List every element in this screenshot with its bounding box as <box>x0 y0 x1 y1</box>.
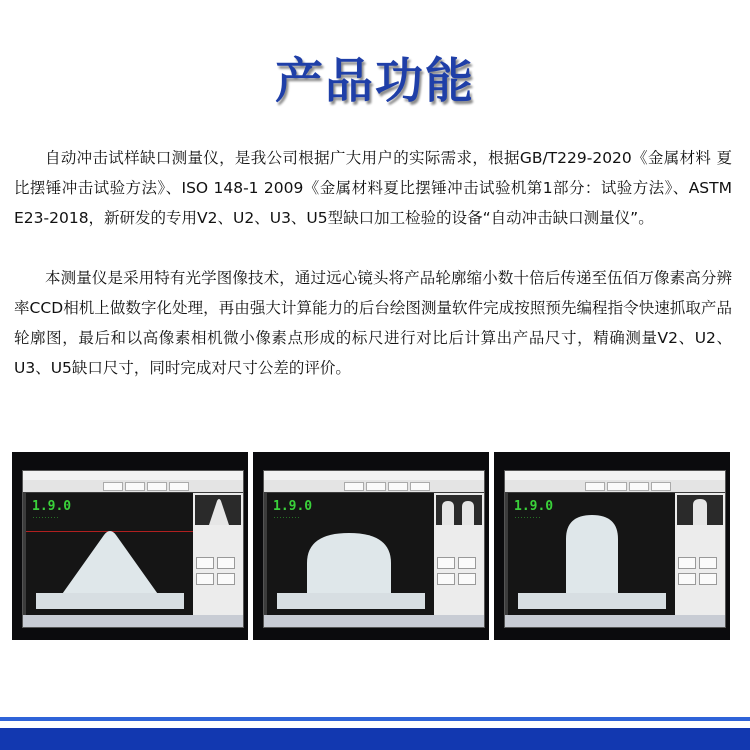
monitor-screen <box>22 470 244 628</box>
photo-u-notch-wide <box>253 452 489 640</box>
measurement-view <box>26 493 194 615</box>
side-panel <box>193 493 243 615</box>
intro-paragraph: 自动冲击试样缺口测量仪，是我公司根据广大用户的实际需求，根据GB/T229-2020《金属材料 夏比摆锤冲击试验方法》、ISO 148-1 2009《金属材料夏比摆锤冲击试验机第1部分：试验方法》、ASTM E23-2018，新研发的专用V2、U2、U3、U5型缺口加工检验的设备“自动冲击缺口测量仪”。 <box>14 149 732 227</box>
side-panel <box>434 493 484 615</box>
readout-display: 1.9.0 ......... <box>514 499 554 520</box>
measurement-view <box>267 493 435 615</box>
photo-v-notch <box>12 452 248 640</box>
side-panel <box>675 493 725 615</box>
bottom-stripe-thick <box>0 728 750 750</box>
photo-u-notch-narrow <box>494 452 730 640</box>
monitor-screen <box>263 470 485 628</box>
measurement-view <box>508 493 676 615</box>
principle-paragraph: 本测量仪是采用特有光学图像技术，通过远心镜头将产品轮廓缩小数十倍后传递至伍佰万像素高分辨率CCD相机上做数字化处理，再由强大计算能力的后台绘图测量软件完成按照预先编程指令快速抓取产品轮廓图，最后和以高像素相机微小像素点形成的标尺进行对比后计算出产品尺寸，精确测量V2、U2、U3、U5缺口尺寸，同时完成对尺寸公差的评价。 <box>14 269 732 377</box>
monitor-screen <box>504 470 726 628</box>
readout-display: 1.9.0 ......... <box>32 499 72 520</box>
readout-display: 1.9.0 ......... <box>273 499 313 520</box>
bottom-stripe-thin <box>0 717 750 721</box>
page-title: 产品功能 <box>274 53 475 109</box>
